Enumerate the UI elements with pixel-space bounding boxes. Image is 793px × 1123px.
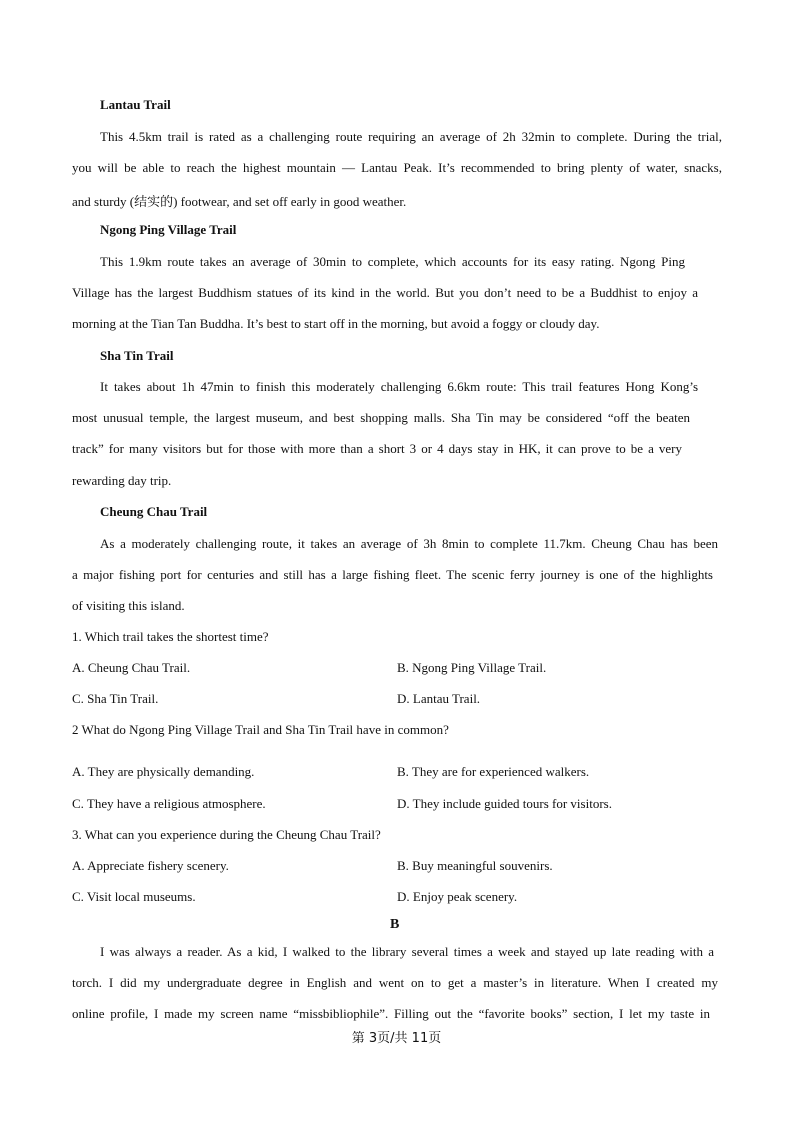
paragraph-line: and sturdy (结实的) footwear, and set off early in good weather.	[72, 194, 407, 209]
question-3-option-d: D. Enjoy peak scenery.	[397, 889, 518, 904]
question-1-option-a: A. Cheung Chau Trail.	[72, 660, 191, 675]
question-3-option-b: B. Buy meaningful souvenirs.	[397, 858, 553, 873]
paragraph-line: of visiting this island.	[72, 598, 185, 613]
paragraph-line: you will be able to reach the highest mountain — Lantau Peak. It’s recommended to bring plenty of water, snacks,	[72, 160, 722, 175]
question-1-stem: 1. Which trail takes the shortest time?	[72, 629, 269, 644]
question-3-stem: 3. What can you experience during the Cheung Chau Trail?	[72, 827, 381, 842]
paragraph-line: a major fishing port for centuries and still has a large fishing fleet. The scenic ferry journey is one of the highlights	[72, 567, 713, 582]
question-2-option-d: D. They include guided tours for visitors.	[397, 796, 612, 811]
trail-title-sha-tin: Sha Tin Trail	[100, 348, 174, 363]
question-2-option-a: A. They are physically demanding.	[72, 764, 255, 779]
paragraph-line: rewarding day trip.	[72, 473, 172, 488]
page-number: 第 3页/共 11页	[351, 1031, 442, 1046]
question-1-option-c: C. Sha Tin Trail.	[72, 691, 159, 706]
paragraph-line: most unusual temple, the largest museum, and best shopping malls. Sha Tin may be considered “off the beaten	[72, 410, 690, 425]
trail-title-lantau: Lantau Trail	[100, 97, 171, 112]
question-3-option-a: A. Appreciate fishery scenery.	[72, 858, 229, 873]
trail-title-cheung-chau: Cheung Chau Trail	[100, 504, 208, 519]
paragraph-line: As a moderately challenging route, it takes an average of 3h 8min to complete 11.7km. Cheung Chau has been	[100, 536, 718, 551]
paragraph-line: It takes about 1h 47min to finish this moderately challenging 6.6km route: This trail features Hong Kong’s	[100, 379, 698, 394]
paragraph-line: torch. I did my undergraduate degree in English and went on to get a master’s in literature. When I created my	[72, 975, 718, 990]
section-b-heading: B	[390, 917, 400, 932]
paragraph-line: This 4.5km trail is rated as a challenging route requiring an average of 2h 32min to complete. During the trial,	[100, 129, 722, 144]
paragraph-line: online profile, I made my screen name “missbibliophile”. Filling out the “favorite books” section, I let my taste in	[72, 1006, 710, 1021]
question-1-option-b: B. Ngong Ping Village Trail.	[397, 660, 547, 675]
paragraph-line: morning at the Tian Tan Buddha. It’s best to start off in the morning, but avoid a foggy or cloudy day.	[72, 316, 600, 331]
paragraph-line: I was always a reader. As a kid, I walked to the library several times a week and stayed up late reading with a	[100, 944, 714, 959]
question-2-stem: 2 What do Ngong Ping Village Trail and Sha Tin Trail have in common?	[72, 722, 449, 737]
question-2-option-b: B. They are for experienced walkers.	[397, 764, 590, 779]
trail-title-ngong-ping: Ngong Ping Village Trail	[100, 222, 237, 237]
question-3-option-c: C. Visit local museums.	[72, 889, 196, 904]
paragraph-line: This 1.9km route takes an average of 30min to complete, which accounts for its easy rating. Ngong Ping	[100, 254, 685, 269]
paragraph-line: Village has the largest Buddhism statues of its kind in the world. But you don’t need to be a Buddhist to enjoy a	[72, 285, 698, 300]
question-1-option-d: D. Lantau Trail.	[397, 691, 481, 706]
paragraph-line: track” for many visitors but for those with more than a short 3 or 4 days stay in HK, it can prove to be a very	[72, 441, 682, 456]
question-2-option-c: C. They have a religious atmosphere.	[72, 796, 266, 811]
